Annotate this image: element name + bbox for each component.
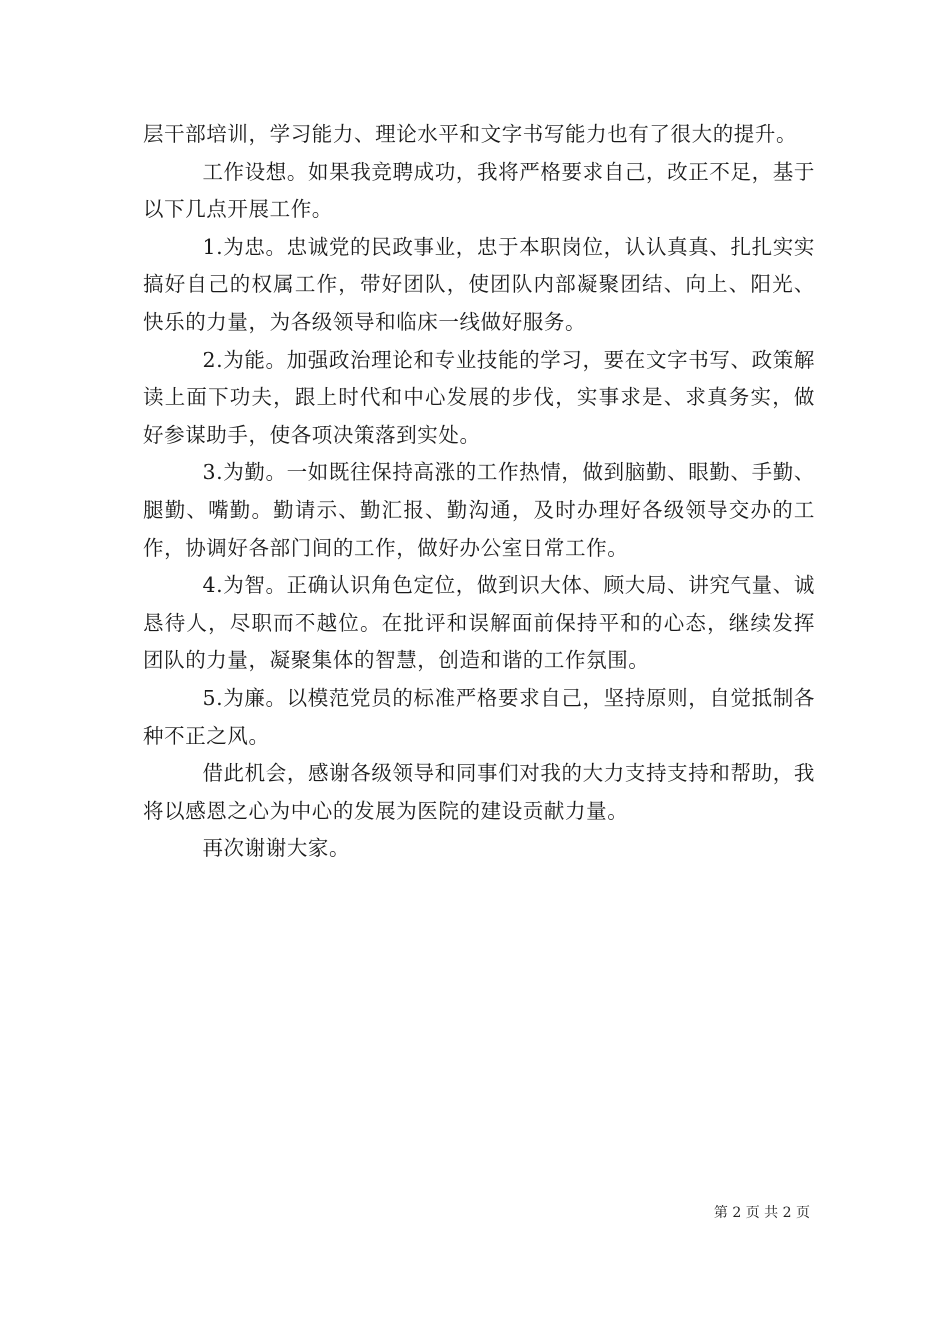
paragraph-item-diligence: 3.为勤。一如既往保持高涨的工作热情，做到脑勤、眼勤、手勤、腿勤、嘴勤。勤请示、勤汇报、勤沟通，及时办理好各级领导交办的工作，协调好各部门间的工作，做好办公室日常工作。 (143, 460, 815, 560)
paragraph-item-integrity: 5.为廉。以模范党员的标准严格要求自己，坚持原则，自觉抵制各种不正之风。 (143, 685, 815, 748)
paragraph-continuation: 层干部培训，学习能力、理论水平和文字书写能力也有了很大的提升。 (143, 122, 798, 146)
page-number: 第 2 页 共 2 页 (713, 1205, 810, 1221)
paragraph-item-ability: 2.为能。加强政治理论和专业技能的学习，要在文字书写、政策解读上面下功夫，跟上时代和中心发展的步伐，实事求是、求真务实，做好参谋助手，使各项决策落到实处。 (143, 347, 815, 447)
paragraph-work-plan: 工作设想。如果我竞聘成功，我将严格要求自己，改正不足，基于以下几点开展工作。 (143, 159, 815, 222)
paragraph-closing: 再次谢谢大家。 (202, 836, 351, 861)
paragraph-item-wisdom: 4.为智。正确认识角色定位，做到识大体、顾大局、讲究气量、诚恳待人，尽职而不越位。在批评和误解面前保持平和的心态，继续发挥团队的力量，凝聚集体的智慧，创造和谐的工作氛围。 (143, 573, 815, 673)
document-body (143, 116, 815, 868)
paragraph-thanks: 借此机会，感谢各级领导和同事们对我的大力支持支持和帮助，我将以感恩之心为中心的发展为医院的建设贡献力量。 (143, 761, 815, 823)
paragraph-item-loyalty: 1.为忠。忠诚党的民政事业，忠于本职岗位，认认真真、扎扎实实搞好自己的权属工作，带好团队，使团队内部凝聚团结、向上、阳光、快乐的力量，为各级领导和临床一线做好服务。 (143, 234, 815, 334)
